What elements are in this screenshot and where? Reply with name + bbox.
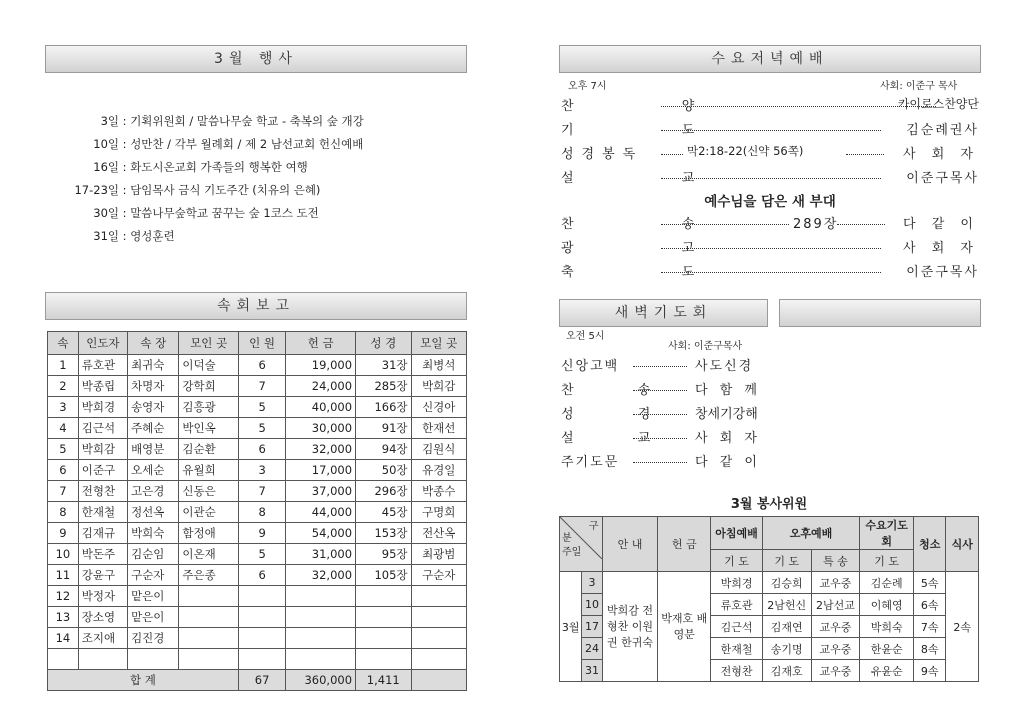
table-row: [48, 607, 467, 628]
total-chapters: 1,411: [356, 670, 411, 691]
district-head-cell: 차명자: [128, 376, 179, 397]
dotted-leader: [633, 437, 687, 439]
district-body: [48, 355, 467, 670]
event-date: 10일: [93, 137, 119, 151]
item-value: 사 회 자: [903, 241, 979, 256]
item-value: 사 회 자: [695, 431, 761, 446]
offering-cell: 44,000: [286, 502, 356, 523]
item-label: 주기도문: [561, 455, 620, 470]
attendance-cell: 7: [238, 376, 285, 397]
event-date: 3일: [100, 114, 119, 128]
item-value: 이준구목사: [906, 171, 979, 186]
meeting-place-cell: [179, 607, 239, 628]
next-place-cell: 최병석: [411, 355, 467, 376]
item-label: 찬 양: [561, 99, 747, 114]
afternoon-prayer-cell: 김승희: [762, 572, 811, 594]
dawn-prayer-header-blank: [779, 299, 981, 327]
sunday-cell: 3: [582, 572, 602, 594]
col-header: 속: [48, 332, 79, 355]
offering-cell: 32,000: [286, 565, 356, 586]
meeting-place-cell: [179, 586, 239, 607]
item-value: 다 함 께: [695, 383, 761, 398]
district-no-cell: 8: [48, 502, 79, 523]
wed-item-sermon: [561, 167, 979, 189]
sunday-cell: 31: [582, 660, 602, 682]
leader-cell: 류호관: [78, 355, 127, 376]
item-value: 사도신경: [695, 359, 754, 374]
attendance-cell: [238, 628, 285, 649]
bible-chapters-cell: [356, 649, 411, 670]
item-label: 광 고: [561, 241, 747, 256]
attendance-cell: [238, 649, 285, 670]
dotted-leader: [633, 461, 687, 463]
sunday-cell: 17: [582, 616, 602, 638]
table-row: [48, 418, 467, 439]
dotted-leader: [633, 365, 687, 367]
bible-chapters-cell: 153장: [356, 523, 411, 544]
offering-cell: 32,000: [286, 439, 356, 460]
event-text: 화도시온교회 가족들의 행복한 여행: [130, 160, 308, 174]
table-row: [48, 481, 467, 502]
leader-cell: 강윤구: [78, 565, 127, 586]
district-head-cell: 정선옥: [128, 502, 179, 523]
col-header: 성 경: [356, 332, 411, 355]
volunteer-title: 3월 봉사위원: [730, 497, 808, 512]
table-row: [48, 544, 467, 565]
table-row: [48, 439, 467, 460]
clean-cell: 9속: [914, 660, 946, 682]
morning-cell: 한재철: [711, 638, 763, 660]
attendance-cell: 5: [238, 544, 285, 565]
table-row: [48, 565, 467, 586]
head-offering: 헌 금: [658, 517, 711, 572]
item-value: 김순례권사: [906, 123, 979, 138]
attendance-cell: 5: [238, 418, 285, 439]
head-guide: 안 내: [602, 517, 658, 572]
attendance-cell: 5: [238, 397, 285, 418]
next-place-cell: 한재선: [411, 418, 467, 439]
event-text: 성만찬 / 각부 월례회 / 제 2 남선교회 헌신예배: [130, 137, 364, 151]
dawn-host: 사회: 이준구목사: [668, 341, 743, 352]
special-cell: 교우중: [811, 660, 860, 682]
wed-host: 사회: 이준구 목사: [880, 81, 958, 92]
offering-cell: [286, 586, 356, 607]
district-no-cell: 12: [48, 586, 79, 607]
district-head-cell: 맡은이: [128, 607, 179, 628]
bible-chapters-cell: [356, 607, 411, 628]
wed-item-scripture: [561, 143, 979, 165]
attendance-cell: [238, 586, 285, 607]
special-cell: 교우중: [811, 616, 860, 638]
dawn-prayer-header: 새벽기도회: [559, 299, 768, 327]
morning-cell: 류호관: [711, 594, 763, 616]
attendance-cell: 6: [238, 565, 285, 586]
leader-cell: 박돈주: [78, 544, 127, 565]
next-place-cell: 김원식: [411, 439, 467, 460]
bible-chapters-cell: 91장: [356, 418, 411, 439]
head-morning: 아침예배: [711, 517, 763, 550]
dotted-leader: [661, 129, 881, 131]
table-row: [48, 355, 467, 376]
meeting-place-cell: [179, 649, 239, 670]
event-text: 담임목사 금식 기도주간 (치유의 은혜): [130, 183, 321, 197]
col-header: 인도자: [78, 332, 127, 355]
item-value: 창세기강해: [695, 407, 758, 422]
item-value: 사 회 자: [903, 147, 979, 162]
item-middle: 막2:18-22(신약 56쪽): [687, 144, 804, 158]
dotted-leader: [661, 247, 881, 249]
head-prayer: 기 도: [711, 550, 763, 572]
event-item: 3일 : 기획위원회 / 말씀나무숲 학교 - 축복의 숲 개강: [55, 113, 364, 129]
next-place-cell: 구순자: [411, 565, 467, 586]
district-head-cell: 맡은이: [128, 586, 179, 607]
district-no-cell: [48, 649, 79, 670]
next-place-cell: 박희감: [411, 376, 467, 397]
clean-cell: 8속: [914, 638, 946, 660]
item-label: 찬 송: [561, 217, 747, 232]
offering-cell: [286, 649, 356, 670]
next-place-cell: 박종수: [411, 481, 467, 502]
attendance-cell: [238, 607, 285, 628]
head-meal: 식사: [946, 517, 979, 572]
district-no-cell: 10: [48, 544, 79, 565]
item-value: 다 같 이: [903, 217, 979, 232]
table-row: [560, 572, 979, 594]
district-head-cell: 주혜순: [128, 418, 179, 439]
leader-cell: 전형찬: [78, 481, 127, 502]
leader-cell: 박희경: [78, 397, 127, 418]
offering-cell: 24,000: [286, 376, 356, 397]
table-row: [48, 502, 467, 523]
event-text: 영성훈련: [130, 229, 175, 243]
corner-top: 구: [588, 521, 599, 532]
district-report-table: [47, 331, 467, 691]
event-date: 16일: [93, 160, 119, 174]
table-row: [48, 460, 467, 481]
meeting-place-cell: 이덕술: [179, 355, 239, 376]
meeting-place-cell: 주은종: [179, 565, 239, 586]
wed-item-praise: [561, 95, 979, 117]
col-header: 속 장: [128, 332, 179, 355]
events-header: 3월 행사: [45, 45, 467, 73]
meeting-place-cell: 김흥광: [179, 397, 239, 418]
event-date: 31일: [93, 229, 119, 243]
dotted-leader: [661, 271, 881, 273]
offering-cell: [286, 607, 356, 628]
meal-cell: 2속: [946, 572, 979, 682]
district-no-cell: 9: [48, 523, 79, 544]
bible-chapters-cell: 94장: [356, 439, 411, 460]
corner-mid: 분: [562, 533, 572, 544]
item-label: 성경봉독: [561, 147, 644, 162]
event-item: 30일 : 말씀나무숲학교 꿈꾸는 숲 1코스 도전: [55, 205, 319, 221]
next-place-cell: [411, 607, 467, 628]
special-cell: 교우중: [811, 572, 860, 594]
event-text: 말씀나무숲학교 꿈꾸는 숲 1코스 도전: [130, 206, 319, 220]
dotted-leader: [846, 153, 884, 155]
meeting-place-cell: 이온재: [179, 544, 239, 565]
col-header: 모인 곳: [179, 332, 239, 355]
leader-cell: 김근석: [78, 418, 127, 439]
item-value: 카이로스찬양단: [897, 97, 979, 111]
guide-cell: 박희감 전형찬 이원권 한귀숙: [602, 572, 658, 682]
attendance-cell: 3: [238, 460, 285, 481]
event-date: 30일: [93, 206, 119, 220]
item-label: 성 경: [561, 407, 681, 422]
col-header: 헌 금: [286, 332, 356, 355]
district-head-cell: 최귀숙: [128, 355, 179, 376]
sunday-cell: 24: [582, 638, 602, 660]
head-prayer2: 기 도: [762, 550, 811, 572]
event-item: 16일 : 화도시온교회 가족들의 행복한 여행: [55, 159, 308, 175]
offering-cell: [286, 628, 356, 649]
wednesday-service-header: 수요저녁예배: [559, 45, 981, 73]
corner-bot: 주일: [562, 547, 582, 558]
district-no-cell: 4: [48, 418, 79, 439]
district-no-cell: 2: [48, 376, 79, 397]
wednesday-cell: 박희숙: [860, 616, 914, 638]
table-row: [48, 649, 467, 670]
afternoon-prayer-cell: 송기명: [762, 638, 811, 660]
offering-cell: 54,000: [286, 523, 356, 544]
table-row: [48, 586, 467, 607]
district-no-cell: 3: [48, 397, 79, 418]
bible-chapters-cell: 95장: [356, 544, 411, 565]
offering-cell: 30,000: [286, 418, 356, 439]
table-row: [48, 628, 467, 649]
wednesday-cell: 김순례: [860, 572, 914, 594]
item-value: 다 같 이: [695, 455, 761, 470]
bible-chapters-cell: 296장: [356, 481, 411, 502]
offering-cell: 31,000: [286, 544, 356, 565]
leader-cell: 박희감: [78, 439, 127, 460]
offering-cell: 박재호 배영분: [658, 572, 711, 682]
district-no-cell: 7: [48, 481, 79, 502]
attendance-cell: 6: [238, 355, 285, 376]
district-head-cell: 배영분: [128, 439, 179, 460]
next-place-cell: [411, 628, 467, 649]
wed-item-hymn: [561, 213, 979, 235]
item-label: 찬 송: [561, 383, 681, 398]
meeting-place-cell: 강학희: [179, 376, 239, 397]
attendance-cell: 7: [238, 481, 285, 502]
sermon-title: 예수님을 담은 새 부대: [704, 194, 836, 210]
district-no-cell: 5: [48, 439, 79, 460]
leader-cell: 박종립: [78, 376, 127, 397]
district-head-cell: 김순임: [128, 544, 179, 565]
table-row: [48, 397, 467, 418]
month-cell: 3월: [560, 572, 582, 682]
meeting-place-cell: 박인옥: [179, 418, 239, 439]
leader-cell: 조지애: [78, 628, 127, 649]
head-clean: 청소: [914, 517, 946, 572]
meeting-place-cell: 함정애: [179, 523, 239, 544]
head-prayer3: 기 도: [860, 550, 914, 572]
event-item: 17-23일 : 담임목사 금식 기도주간 (치유의 은혜): [55, 182, 320, 198]
meeting-place-cell: [179, 628, 239, 649]
district-head-cell: 김진경: [128, 628, 179, 649]
district-head-cell: 송영자: [128, 397, 179, 418]
afternoon-prayer-cell: 2남헌신: [762, 594, 811, 616]
attendance-cell: 8: [238, 502, 285, 523]
district-no-cell: 14: [48, 628, 79, 649]
meeting-place-cell: 신동은: [179, 481, 239, 502]
dotted-leader: [633, 413, 687, 415]
morning-cell: 김근석: [711, 616, 763, 638]
wed-item-prayer: [561, 119, 979, 141]
next-place-cell: 유경일: [411, 460, 467, 481]
event-date: 17-23일: [74, 183, 119, 197]
item-label: 기 도: [561, 123, 747, 138]
total-label: 합 계: [48, 670, 239, 691]
table-row: [48, 523, 467, 544]
col-header: 모일 곳: [411, 332, 467, 355]
afternoon-prayer-cell: 김재호: [762, 660, 811, 682]
next-place-cell: 전산옥: [411, 523, 467, 544]
special-cell: 교우중: [811, 638, 860, 660]
item-label: 설 교: [561, 431, 681, 446]
district-no-cell: 11: [48, 565, 79, 586]
event-text: 기획위원회 / 말씀나무숲 학교 - 축복의 숲 개강: [130, 114, 364, 128]
bible-chapters-cell: 285장: [356, 376, 411, 397]
district-head-cell: [128, 649, 179, 670]
wed-item-announce: [561, 237, 979, 259]
item-label: 신앙고백: [561, 359, 620, 374]
head-afternoon: 오후예배: [762, 517, 859, 550]
district-head-cell: 박희숙: [128, 523, 179, 544]
district-report-header: 속회보고: [45, 292, 467, 320]
leader-cell: [78, 649, 127, 670]
wednesday-cell: 유윤순: [860, 660, 914, 682]
event-item: 31일 : 영성훈련: [55, 228, 175, 244]
wed-item-benediction: [561, 261, 979, 283]
clean-cell: 7속: [914, 616, 946, 638]
meeting-place-cell: 유월희: [179, 460, 239, 481]
total-row: [48, 670, 467, 691]
next-place-cell: [411, 586, 467, 607]
total-empty: [411, 670, 467, 691]
leader-cell: 박정자: [78, 586, 127, 607]
wednesday-cell: 한윤순: [860, 638, 914, 660]
morning-cell: 박희경: [711, 572, 763, 594]
clean-cell: 5속: [914, 572, 946, 594]
offering-cell: 40,000: [286, 397, 356, 418]
meeting-place-cell: 김순환: [179, 439, 239, 460]
next-place-cell: 구명희: [411, 502, 467, 523]
col-header: 인 원: [238, 332, 285, 355]
dotted-leader: [661, 223, 789, 225]
afternoon-prayer-cell: 김재연: [762, 616, 811, 638]
district-no-cell: 13: [48, 607, 79, 628]
special-cell: 2남선교: [811, 594, 860, 616]
head-wednesday: 수요기도회: [860, 517, 914, 550]
offering-cell: 17,000: [286, 460, 356, 481]
sunday-cell: 10: [582, 594, 602, 616]
morning-cell: 전형찬: [711, 660, 763, 682]
item-label: 설 교: [561, 171, 747, 186]
leader-cell: 김재규: [78, 523, 127, 544]
total-offering: 360,000: [286, 670, 356, 691]
leader-cell: 장소영: [78, 607, 127, 628]
district-head-cell: 고은경: [128, 481, 179, 502]
leader-cell: 한재철: [78, 502, 127, 523]
dawn-time: 오전 5시: [566, 331, 605, 342]
total-people: 67: [238, 670, 285, 691]
wednesday-cell: 이혜영: [860, 594, 914, 616]
wed-time: 오후 7시: [568, 81, 607, 92]
bible-chapters-cell: 166장: [356, 397, 411, 418]
dotted-leader: [633, 389, 687, 391]
item-middle: 289장: [793, 217, 839, 232]
offering-cell: 37,000: [286, 481, 356, 502]
clean-cell: 6속: [914, 594, 946, 616]
bible-chapters-cell: [356, 586, 411, 607]
bible-chapters-cell: [356, 628, 411, 649]
item-label: 축 도: [561, 265, 747, 280]
table-row: [48, 376, 467, 397]
volunteer-table: [559, 516, 979, 682]
attendance-cell: 9: [238, 523, 285, 544]
district-head-cell: 구순자: [128, 565, 179, 586]
offering-cell: 19,000: [286, 355, 356, 376]
bible-chapters-cell: 50장: [356, 460, 411, 481]
bible-chapters-cell: 45장: [356, 502, 411, 523]
next-place-cell: 신경아: [411, 397, 467, 418]
district-head-cell: 오세순: [128, 460, 179, 481]
next-place-cell: 최광범: [411, 544, 467, 565]
district-no-cell: 1: [48, 355, 79, 376]
dotted-leader: [661, 177, 881, 179]
attendance-cell: 6: [238, 439, 285, 460]
head-special: 특 송: [811, 550, 860, 572]
corner-cell: [560, 517, 603, 572]
dotted-leader: [837, 223, 885, 225]
table-header-row: [48, 332, 467, 355]
bible-chapters-cell: 31장: [356, 355, 411, 376]
event-item: 10일 : 성만찬 / 각부 월례회 / 제 2 남선교회 헌신예배: [55, 136, 363, 152]
item-value: 이준구목사: [906, 265, 979, 280]
next-place-cell: [411, 649, 467, 670]
meeting-place-cell: 이관순: [179, 502, 239, 523]
dotted-leader: [661, 153, 683, 155]
district-no-cell: 6: [48, 460, 79, 481]
leader-cell: 이준구: [78, 460, 127, 481]
bible-chapters-cell: 105장: [356, 565, 411, 586]
